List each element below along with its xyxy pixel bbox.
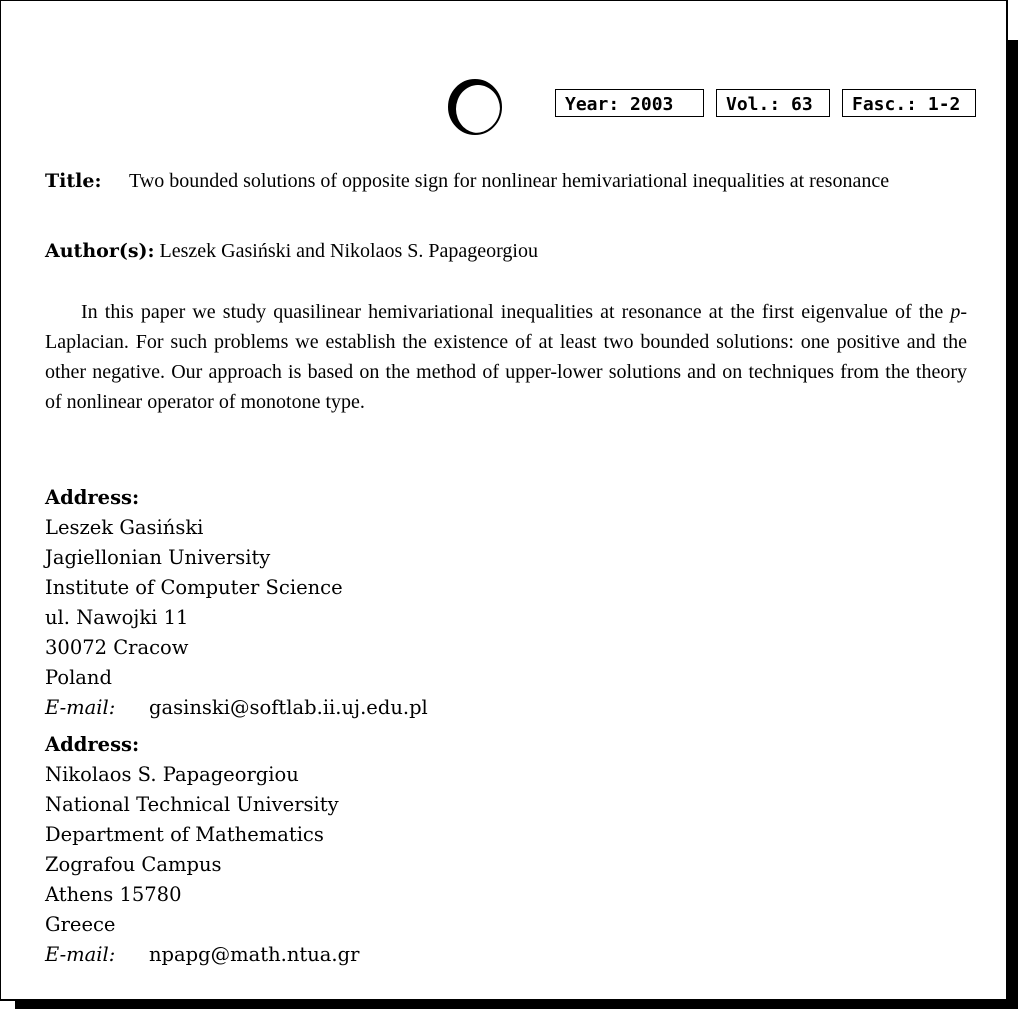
abstract-text-2: -Laplacian. For such problems we establish the existence of at least two bounded solutions: one positive and the other negative. Our approach is based on the method of upper-lower solutions and on techniques from the theory of nonlinear operator of monotone type. [45,301,967,413]
authors-row [45,237,538,266]
abstract-text-1: In this paper we study quasilinear hemivariational inequalities at resonance at the first eigenvalue of the [81,301,951,323]
crescent-logo-icon [447,79,503,135]
email-label: E-mail: [45,696,116,719]
address-line: 30072 Cracow [45,636,189,659]
abstract [45,297,967,417]
email-label: E-mail: [45,943,116,966]
title-label: Title: [45,170,102,192]
address-heading: Address: [45,486,140,509]
address-block-2 [45,730,359,970]
fascicle-badge: Fasc.: 1-2 [842,89,976,117]
email-row [45,940,359,970]
address-line: Department of Mathematics [45,823,324,846]
address-line: Zografou Campus [45,853,222,876]
address-line: National Technical University [45,793,339,816]
year-badge: Year: 2003 [555,89,704,117]
address-heading: Address: [45,733,140,756]
address-line: Poland [45,666,112,689]
address-block-1 [45,483,428,723]
email-value[interactable]: npapg@math.ntua.gr [149,943,360,966]
article-title: Two bounded solutions of opposite sign for nonlinear hemivariational inequalities at resonance [129,170,890,192]
address-line: Athens 15780 [45,883,182,906]
address-line: Institute of Computer Science [45,576,343,599]
authors-label: Author(s): [45,240,155,262]
address-line: ul. Nawojki 11 [45,606,189,629]
abstract-italic-p: p [950,301,961,323]
title-row [45,167,970,196]
email-value[interactable]: gasinski@softlab.ii.uj.edu.pl [149,696,428,719]
address-line: Greece [45,913,116,936]
authors: Leszek Gasiński and Nikolaos S. Papageorgiou [159,240,538,262]
volume-badge: Vol.: 63 [716,89,830,117]
address-line: Nikolaos S. Papageorgiou [45,763,299,786]
email-row [45,693,428,723]
address-line: Jagiellonian University [45,546,271,569]
address-line: Leszek Gasiński [45,516,204,539]
